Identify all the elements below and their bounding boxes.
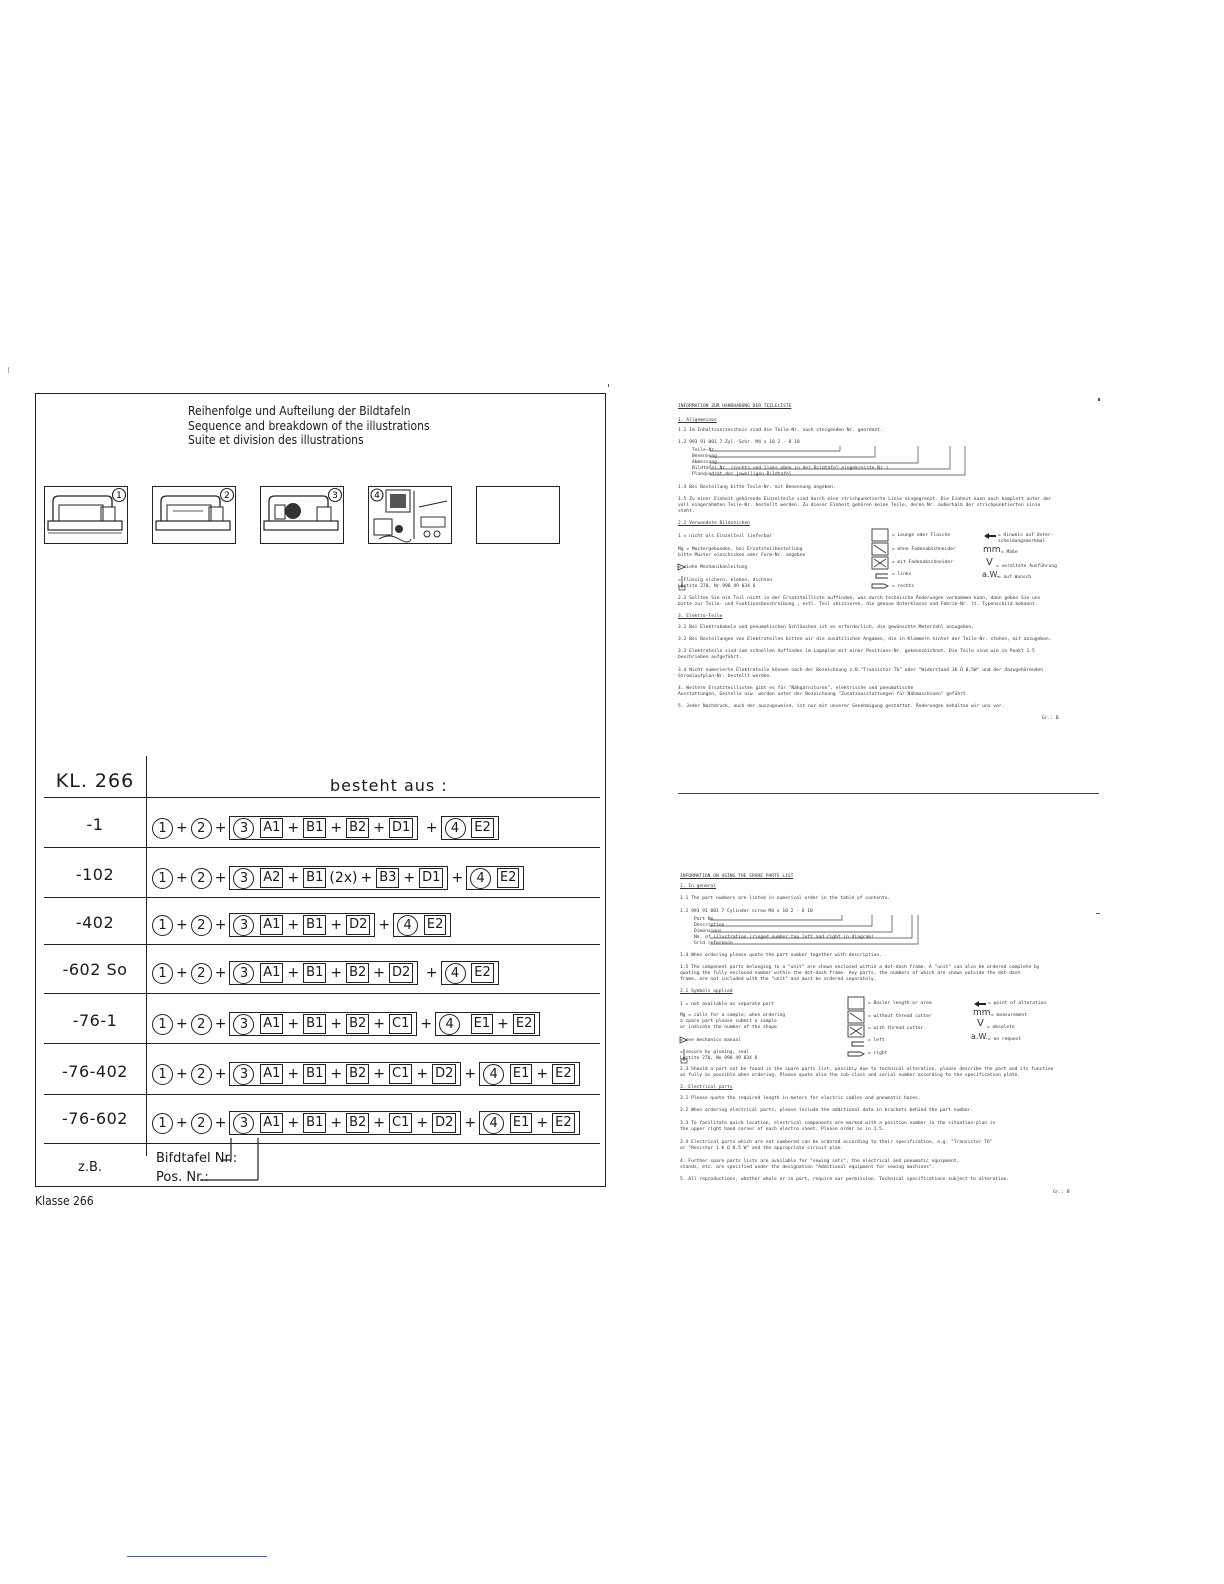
circle-3: 3: [233, 1014, 254, 1035]
en-1-2-label: Part No.: [694, 917, 717, 922]
de-symbol-line: Loctite 270, Nr.990 49 034 6: [678, 584, 756, 589]
alteration-arrow-icon: [973, 1000, 987, 1008]
thumb-number-2: 2: [224, 491, 230, 501]
en-middle-symbol: = right: [868, 1051, 888, 1056]
en-right-symbol: = point of alteration: [988, 1001, 1047, 1006]
de-symbol-line: 1 = nicht als Einzelteil lieferbar: [678, 534, 773, 539]
cap-D2: D2: [432, 1064, 456, 1084]
circle-4: 4: [445, 963, 466, 984]
en-symbol-line: 1 = not available as separate part: [680, 1002, 775, 1007]
de-1-5: 1.5 Zu einer Einheit gehörende Einzelteile sind durch eine strichpunktierte Linie eingegrenzt. Die Einheit kann auch komplett unter der: [678, 497, 1052, 502]
circle-1: 1: [152, 963, 173, 984]
cap-E2: E2: [552, 1113, 575, 1133]
group-plate-3: 3 A1 + B1 + B2 + C1 + D2: [229, 1062, 461, 1086]
circle-1: 1: [152, 818, 173, 839]
de-2-3: bitte zur Teile- und Funktionsbeschreibung , evtl. Teil skizzieren, die genaue Unterklasse und Fabrik-Nr. lt. Typenschild bekannt.: [678, 602, 1038, 607]
cap-B1: B1: [303, 963, 326, 983]
group-plate-4: 4 E1 + E2: [479, 1111, 580, 1135]
de-2-1-heading: 2.1 Verwendete Bildzeichen: [678, 521, 750, 526]
formula-row-76-402: 1 + 2 + 3 A1 + B1 + B2 + C1 + D2 + 4 E1 + E2: [152, 1059, 580, 1089]
de-group-code: Gr.: B: [1042, 716, 1059, 721]
en-3-3: the upper right hand corner of each electro sheet. Please order as in 1.5.: [680, 1127, 885, 1132]
cap-D1: D1: [389, 818, 413, 838]
en-1-1: 1.1 The part numbers are listed in numerical order in the table of contents.: [680, 896, 891, 901]
de-1-2-label: Bildtafel Nr. (rechts und links oben in der Bildtafel eingekreiste Nr.): [692, 466, 889, 471]
group-plate-3: 3 A1 + B1 + D2: [229, 913, 375, 937]
group-plate-3: 3 A2 + B1 (2x) + B3 + D1: [229, 866, 448, 890]
scan-mark: [8, 367, 9, 373]
circle-2: 2: [191, 963, 212, 984]
cap-C1: C1: [389, 1113, 412, 1133]
cap-A1: A1: [260, 818, 283, 838]
en-middle-symbol: = Basler length or area: [868, 1001, 932, 1006]
en-symbol-line: or indicate the number of the shape: [680, 1025, 777, 1030]
cap-B2: B2: [346, 1064, 369, 1084]
en-middle-symbol: = without thread cutter: [868, 1014, 932, 1019]
cap-B2: B2: [346, 1113, 369, 1133]
mechanics-arrow-icon: [680, 1037, 687, 1043]
en-1-5: quoting the fully enclosed number within the dot-dash frame. Any parts, the numbers of which are shown outside the dot-dash: [680, 971, 1021, 976]
cap-A1: A1: [260, 963, 283, 983]
en-1-5: 1.5 The component parts belonging to a "unit" are shown enclosed within a dot-dash frame. A "unit" can also be ordered complete by: [680, 965, 1040, 970]
en-2-1-heading: 2.1 Symbols applied: [680, 989, 733, 994]
circle-3: 3: [233, 818, 254, 839]
circle-2: 2: [191, 1014, 212, 1035]
de-1-4: 1.4 Bei Bestellung bitte Teile-Nr. mit Benennung angeben.: [678, 485, 836, 490]
length-icon: [872, 529, 888, 541]
cap-A1: A1: [260, 1113, 283, 1133]
circle-2: 2: [191, 1064, 212, 1085]
thumb-number-4: 4: [374, 491, 380, 501]
cap-B1: B1: [303, 915, 326, 935]
formula-row-602-so: 1 + 2 + 3 A1 + B1 + B2 + D2 + 4 E2: [152, 958, 499, 988]
circle-3: 3: [233, 963, 254, 984]
illustration-number-label: Bifdtafel Nr.:: [156, 1151, 238, 1166]
circle-1: 1: [152, 915, 173, 936]
en-symbol-icons: [678, 1035, 694, 1065]
right-icon: [848, 1052, 864, 1056]
de-right-symbol: = veraltete Ausführung: [996, 564, 1057, 569]
formula-row-402: 1 + 2 + 3 A1 + B1 + D2 + 4 E2: [152, 910, 451, 940]
en-symbol-line: Loctite 270, No 990 49 034 6: [680, 1056, 758, 1061]
de-section-1: 1. Allgemeines: [678, 418, 717, 423]
circle-3: 3: [233, 868, 254, 889]
cap-B1: B1: [303, 818, 326, 838]
cap-A1: A1: [260, 1064, 283, 1084]
cap-D2: D2: [346, 915, 370, 935]
page-divider: [678, 793, 1099, 794]
en-section-1: 1. In general: [680, 884, 716, 889]
de-section-3: 3. Elektro-Teile: [678, 614, 723, 619]
scan-mark: [1098, 398, 1100, 401]
cap-B1: B1: [303, 1014, 326, 1034]
cap-E2: E2: [497, 868, 520, 888]
de-1-2-label: Benennung: [692, 454, 717, 459]
en-2-3: 2.3 Should a part not be found in the spare parts list, possibly due to technical alteration, please describe the part and its function: [680, 1067, 1054, 1072]
model-label: -76-1: [72, 1011, 118, 1030]
cap-B1: B1: [303, 1113, 326, 1133]
example-pointer-lines: [0, 0, 612, 1200]
de-5: 5. Jeder Nachdruck, auch der auszugsweise, ist nur mit unserer Genehmigung gestattet. Änderungen behalten wir uns vor.: [678, 704, 1005, 709]
mechanics-arrow-icon: [678, 564, 685, 570]
circle-4: 4: [483, 1064, 504, 1085]
en-1-5: frame, are not included with the "unit" and must be ordered separately.: [680, 977, 877, 982]
de-3-4: 3.4 Nicht numerierte Elektroteile können nach der Bezeichnung z.B."Transistor T6" oder "Widerstand 1K Ω 0,5W" und der dazugehörenden: [678, 668, 1044, 673]
de-4: 4. Weitere Ersatzteillisten gibt es für "Nähgarnituren", elektrische und pneumatische: [678, 686, 914, 691]
cap-E2: E2: [471, 818, 494, 838]
cap-A1: A1: [260, 1014, 283, 1034]
cap-E2: E2: [424, 915, 447, 935]
de-middle-symbol: = Lounge oder Flasche: [892, 533, 951, 538]
right-icon: [872, 584, 888, 588]
en-1-4: 1.4 When ordering please quote the part number together with description.: [680, 953, 882, 958]
cap-E1: E1: [510, 1113, 533, 1133]
de-symbol-line: = Flüssig sichern, kleben, dichten: [678, 578, 773, 583]
circle-1: 1: [152, 1113, 173, 1134]
en-callout-lines: [692, 914, 932, 946]
en-right-symbol: = on request: [988, 1037, 1022, 1042]
cap-B2: B2: [346, 1014, 369, 1034]
en-3-1: 3.1 Please quote the required length in meters for electric cables and pneumatic hoses.: [680, 1096, 921, 1101]
de-4: Ausstattungen, Gestelle usw. werden unter der Bezeichnung "Zusatzausstattungen für Nähmaschinen" geführt.: [678, 692, 969, 697]
cap-C1: C1: [389, 1014, 412, 1034]
german-heading: INFORMATION ZUR HANDHABUNG DER TEILELISTE: [678, 404, 792, 409]
hyperlink-underline: [127, 1556, 267, 1557]
circle-2: 2: [191, 915, 212, 936]
de-1-2-label: Abmessung: [692, 460, 717, 465]
class-label: KL. 266: [55, 770, 135, 792]
cap-A1: A1: [260, 915, 283, 935]
de-1-2-example: 1.2 993 91 001 7 Zyl.-Schr. M4 x 10 2 - 8 10: [678, 440, 800, 445]
circle-4: 4: [470, 868, 491, 889]
formula-row-76-1: 1 + 2 + 3 A1 + B1 + B2 + C1 + 4 E1 + E2: [152, 1009, 540, 1039]
model-label: -76-402: [62, 1062, 128, 1081]
circle-4: 4: [439, 1014, 460, 1035]
cap-B2: B2: [346, 818, 369, 838]
times-two-label: (2x): [329, 870, 358, 886]
group-plate-3: 3 A1 + B1 + B2 + C1 + D2: [229, 1111, 461, 1135]
formula-row-76-602: 1 + 2 + 3 A1 + B1 + B2 + C1 + D2 + 4 E1 + E2: [152, 1108, 580, 1138]
de-middle-symbol: = mit Fadenabschneider: [892, 560, 953, 565]
en-symbol-line: Mg = calls for a sample; when ordering: [680, 1013, 786, 1018]
en-1-2-example: 1.2 993 91 001 7 Cylinder screw M4 x 10 2 - 8 10: [680, 909, 813, 914]
de-1-5: steht.: [678, 509, 695, 514]
de-callout-lines: [690, 445, 980, 481]
en-5: 5. All reproductions, whether whole or in part, require our permission. Technical specifications subject to alteration.: [680, 1177, 1010, 1182]
de-2-3: 2.3 Sollten Sie ein Teil nicht in der Ersatzteilliste auffinden, was durch technische Änderungen vorkommen kann, dann geben Sie uns: [678, 596, 1041, 601]
de-1-1: 1.1 Im Inhaltsverzeichnis sind die Teile-Nr. nach steigenden Nr. geordnet.: [678, 428, 883, 433]
circle-3: 3: [233, 1113, 254, 1134]
de-3-1: 3.1 Bei Elektrokabeln und pneumatischen Schläuchen ist es erforderlich, die gewünschte Meterzahl anzugeben.: [678, 625, 974, 630]
de-1-2-label: Planquadrat der jeweiligen Bildtafel: [692, 472, 792, 477]
circle-3: 3: [233, 915, 254, 936]
en-4: stands, etc. are specified under the designation "Additional equipment for sewing machines".: [680, 1165, 935, 1170]
en-middle-symbol: = with thread cutter: [868, 1026, 924, 1031]
en-group-code: Gr.: B: [1053, 1190, 1070, 1195]
en-3-4: or "Resistor 1 K Ω 0.5 W" and the appropriate circuit plan.: [680, 1146, 844, 1151]
thumb-number-3: 3: [332, 491, 338, 501]
position-number-label: Pos. Nr.:: [156, 1170, 209, 1185]
de-symbol-icons: [676, 562, 692, 592]
model-label: -102: [75, 865, 115, 884]
model-label: -602 So: [62, 960, 128, 979]
circle-1: 1: [152, 868, 173, 889]
cap-E1: E1: [471, 1014, 494, 1034]
en-middle-symbol: = left: [868, 1038, 885, 1043]
left-icon: [852, 1042, 864, 1046]
en-1-2-label: Description: [694, 923, 725, 928]
de-right-symbol: = Hinweis auf Unter-: [998, 533, 1054, 538]
circle-4: 4: [397, 915, 418, 936]
de-3-3: beschrieben aufgeführt.: [678, 655, 742, 660]
de-3-3: 3.3 Elektroteile sind zum schnellen Auffinden im Lageplan mit einer Positions-Nr. gekennzeichnet. Die Teile sind wie in Punkt 1.5: [678, 649, 1035, 654]
en-1-2-label: Grid reference: [694, 941, 733, 946]
example-label: z.B.: [78, 1160, 103, 1175]
consists-of-label: besteht aus :: [330, 776, 448, 795]
cap-E2: E2: [471, 963, 494, 983]
left-icon: [876, 574, 888, 578]
cap-C1: C1: [389, 1064, 412, 1084]
en-4: 4. Further spare parts lists are available for "sewing sets", the electrical and pneumatic equipment,: [680, 1159, 960, 1164]
en-right-symbol: = measurement: [991, 1013, 1027, 1018]
de-symbol-line: = siehe Mechanikanleitung: [678, 565, 748, 570]
scan-mark: [1096, 913, 1100, 914]
cap-E1: E1: [510, 1064, 533, 1084]
en-3-4: 3.4 Electrical parts which are not numbered can be ordered according to their specification, e.g. "Transistor T6": [680, 1140, 993, 1145]
circle-3: 3: [233, 1064, 254, 1085]
english-heading: INFORMATION ON USING THE SPARE PARTS LIST: [680, 874, 794, 879]
group-plate-3: 3 A1 + B1 + B2 + D2: [229, 961, 418, 985]
de-right-symbol: scheidungsmerkmal: [998, 539, 1046, 544]
en-middle-symbol-icons: [846, 996, 868, 1058]
length-icon: [848, 997, 864, 1009]
en-right-symbol-key: V: [977, 1018, 984, 1029]
title-french: Suite et division des illustrations: [188, 433, 364, 447]
cap-D1: D1: [419, 868, 443, 888]
de-3-2: 3.2 Bei Bestellungen von Elektroteilen bitten wir die zusätzlichen Angaben, die in Klammern hinter der Teile-Nr. stehen, mit anzugeben.: [678, 637, 1052, 642]
scan-mark: [608, 384, 609, 387]
model-label: -76-602: [62, 1109, 128, 1128]
de-right-symbol: = auf Wunsch: [998, 575, 1032, 580]
cap-B1: B1: [303, 868, 326, 888]
model-label: -402: [75, 913, 115, 932]
formula-row-102: 1 + 2 + 3 A2 + B1 (2x) + B3 + D1 + 4 E2: [152, 863, 524, 893]
cap-B3: B3: [376, 868, 399, 888]
de-1-2-label: Teile-Nr.: [692, 448, 717, 453]
en-section-3: 3. Electrical parts: [680, 1085, 733, 1090]
en-right-symbol-key: mm: [973, 1008, 991, 1018]
en-right-symbol-key: a.W.: [971, 1032, 988, 1041]
en-3-2: 3.2 When ordering electrical parts, please include the additional data in brackets behind the part number.: [680, 1108, 974, 1113]
title-german: Reihenfolge und Aufteilung der Bildtafeln: [188, 404, 411, 418]
de-right-symbol-key: a.W.: [982, 570, 999, 579]
cap-E2: E2: [552, 1064, 575, 1084]
en-2-3: as fully as possible when ordering. Please quote also the sub-class and serial number according to the specification plate.: [680, 1073, 1021, 1078]
group-plate-3: 3 A1 + B1 + B2 + C1: [229, 1012, 417, 1036]
en-symbol-line: = secure by glueing, seal: [680, 1050, 750, 1055]
group-plate-4: 4 E1 + E2: [479, 1062, 580, 1086]
cap-D2: D2: [389, 963, 413, 983]
group-plate-3: 3 A1 + B1 + B2 + D1: [229, 816, 418, 840]
de-right-symbol: = Maße: [1001, 550, 1018, 555]
de-symbol-line: Mg = Mustergebunden, bei Ersatzteilbestellung: [678, 547, 803, 552]
group-plate-4: 4 E1 + E2: [435, 1012, 540, 1036]
en-symbol-line: = see mechanics manual: [680, 1038, 741, 1043]
cap-B1: B1: [303, 1064, 326, 1084]
en-1-2-label: Dimensions: [694, 929, 722, 934]
de-middle-symbol: = ohne Fadenabschneider: [892, 547, 956, 552]
en-3-3: 3.3 To facilitate quick location, electrical components are marked with a position number in the situation-plan in: [680, 1121, 996, 1126]
de-3-4: Stromlaufplan-Nr. bestellt werden.: [678, 674, 773, 679]
de-middle-symbol-icons: [870, 528, 892, 590]
cap-B2: B2: [346, 963, 369, 983]
de-symbol-line: bitte Muster einschicken oder Form-Nr. angeben: [678, 553, 806, 558]
cap-A2: A2: [260, 868, 283, 888]
cap-D2: D2: [432, 1113, 456, 1133]
circle-2: 2: [191, 818, 212, 839]
de-middle-symbol: = rechts: [892, 584, 915, 589]
cap-E2: E2: [513, 1014, 536, 1034]
de-right-symbol-key: V: [986, 557, 993, 568]
circle-4: 4: [445, 818, 466, 839]
model-label: -1: [86, 815, 104, 834]
alteration-arrow-icon: [983, 532, 997, 540]
circle-1: 1: [152, 1064, 173, 1085]
en-symbol-line: a spare part please submit a sample: [680, 1019, 777, 1024]
en-right-symbol: = obsolete: [987, 1025, 1015, 1030]
page-footer: Klasse 266: [35, 1194, 94, 1208]
formula-row-1: 1 + 2 + 3 A1 + B1 + B2 + D1 + 4 E2: [152, 813, 499, 843]
circle-2: 2: [191, 1113, 212, 1134]
en-1-2-label: No. of illustration (ringed number top left and right in diagram): [694, 935, 874, 940]
circle-1: 1: [152, 1014, 173, 1035]
title-english: Sequence and breakdown of the illustrations: [188, 419, 430, 433]
circle-4: 4: [483, 1113, 504, 1134]
de-1-5: voll eingerahmten Teile-Nr. bestellt werden. Zu dieser Einheit gehören keine Teile, deren Nr. außerhalb der strichpunktierten Linie: [678, 503, 1041, 508]
thumb-number-1: 1: [116, 491, 122, 501]
de-right-symbol-key: mm: [983, 545, 1001, 555]
circle-2: 2: [191, 868, 212, 889]
de-middle-symbol: = links: [892, 572, 912, 577]
